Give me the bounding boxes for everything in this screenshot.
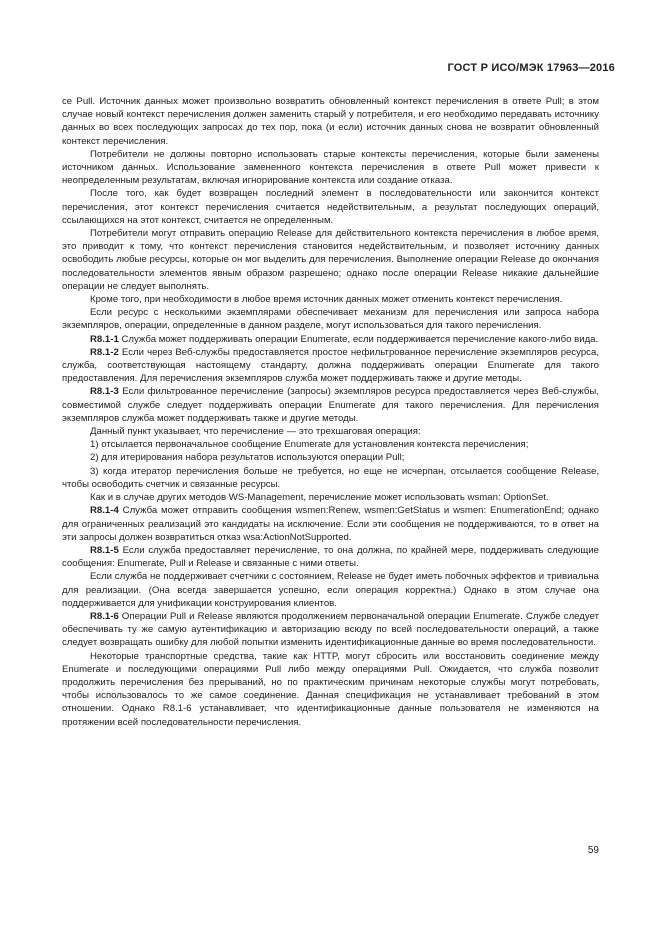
paragraph-text: Если служба не поддерживает счетчики с состоянием, Release не будет иметь побочных эффектов и тривиальна для реализации. (Она всегда завершается успешно, если операция корректна.) Однако в этом случае она поддерживается для унификации конструирования клиентов. xyxy=(62,571,599,609)
body-paragraph xyxy=(62,465,599,491)
body-paragraph xyxy=(62,491,599,504)
paragraph-text: Если фильтрованное перечисление (запросы) экземпляров ресурса предоставляется через Веб-службы, совместимой службе следует поддерживать операции Enumerate для такого перечисления. Для перечисления экземпляров служба может поддерживать также и другие методы. xyxy=(62,386,599,424)
requirement-paragraph xyxy=(62,504,599,544)
body-paragraph xyxy=(62,570,599,610)
paragraph-text: Служба может поддерживать операции Enumerate, если поддерживается перечисление какого-либо вида. xyxy=(118,333,599,345)
body-paragraph xyxy=(62,306,599,332)
paragraph-text: Потребители могут отправить операцию Release для действительного контекста перечисления в любое время, это приводит к тому, что контекст перечисления становится недействительным, и позволяет источнику данных освободить любые ресурсы, которые он мог выделить для перечисления. Выполнение операции Release до окончания последовательности элементов явным образом разрешено; однако после операции Release никакие дальнейшие операции не следует выполнять. xyxy=(62,228,599,292)
document-body xyxy=(62,95,599,729)
body-paragraph xyxy=(62,425,599,438)
paragraph-text: Кроме того, при необходимости в любое время источник данных может отменить контекст перечисления. xyxy=(90,294,563,306)
paragraph-text: Операции Pull и Release являются продолжением первоначальной операции Enumerate. Службе следует обеспечивать ту же самую аутентификацию и авторизацию всюду по всей последовательности операций, а также следует возвращать ошибку для любой попытки изменить идентификационные данные во время последовательности. xyxy=(62,610,599,649)
body-paragraph xyxy=(62,293,599,306)
paragraph-text: Потребители не должны повторно использовать старые контексты перечисления, которые были заменены источником данных. Использование замененного контекста перечисления в ответе Pull может привести к неопределенным результатам, включая игнорирование контекста или создание отказа. xyxy=(62,148,599,187)
page-number: 59 xyxy=(587,845,599,856)
document-header: ГОСТ Р ИСО/МЭК 17963—2016 xyxy=(447,62,615,74)
requirement-paragraph xyxy=(62,610,599,650)
requirement-label: R8.1-1 xyxy=(90,333,119,345)
paragraph-text: Данный пункт указывает, что перечисление — это трехшаговая операция: xyxy=(90,426,421,438)
requirement-label: R8.1-4 xyxy=(90,505,119,517)
paragraph-text: 1) отсылается первоначальное сообщение Enumerate для установления контекста перечисления; xyxy=(90,439,529,451)
paragraph-text: После того, как будет возвращен последний элемент в последовательности или закончится контекст перечисления, этот контекст перечисления считается недействительным, а результат последующих операций, ссылающихся на этот контекст, считается не определенным. xyxy=(62,188,599,226)
paragraph-text: Некоторые транспортные средства, такие как HTTP, могут сбросить или восстановить соединение между Enumerate и последующими операциями Pull либо между операциями Pull. Ожидается, что служба позволит продолжить перечисления без прерываний, но по практическим причинам некоторые службы могут потребовать, чтобы использовалось то же самое соединение. Данная спецификация не устанавливает требований в этом отношении. Однако R8.1-6 устанавливает, что идентификационные данные пользователя не изменяются на протяжении всей последовательности перечисления. xyxy=(62,650,599,728)
body-paragraph xyxy=(62,148,599,188)
paragraph-text: Как и в случае других методов WS-Management, перечисление может использовать wsman: OptionSet. xyxy=(90,492,549,504)
paragraph-text: 3) когда итератор перечисления больше не требуется, но еще не исчерпан, отсылается сообщение Release, чтобы освободить счетчик и связанные ресурсы. xyxy=(62,465,599,490)
body-paragraph xyxy=(62,451,599,464)
body-paragraph xyxy=(62,187,599,227)
requirement-paragraph xyxy=(62,333,599,346)
paragraph-text: Служба может отправить сообщения wsmen:Renew, wsmen:GetStatus и wsmen: EnumerationEnd; однако для ограниченных реализаций это кандидаты на исключение. Если эти сообщения не поддерживаются, то в ответ на эти запросы должен возвратиться отказ wsa:ActionNotSupported. xyxy=(62,505,599,543)
requirement-label: R8.1-2 xyxy=(90,346,119,358)
paragraph-text: Если через Веб-службы предоставляется простое нефильтрованное перечисление экземпляров ресурса, служба, соответствующая настоящему стандарту, должна поддерживать операции Enumerate для такого предоставления. Для перечисления экземпляров служба может поддерживать также и другие методы. xyxy=(62,346,599,385)
paragraph-text: Если ресурс с несколькими экземплярами обеспечивает механизм для перечисления или запроса набора экземпляров, операции, определенные в данном разделе, могут использоваться для такого перечисления. xyxy=(62,307,599,332)
requirement-paragraph xyxy=(62,544,599,570)
body-paragraph xyxy=(62,227,599,293)
body-paragraph xyxy=(62,438,599,451)
paragraph-text: Если служба предоставляет перечисление, то она должна, по крайней мере, поддерживать следующие сообщения: Enumerate, Pull и Release и связанные с ними ответы. xyxy=(62,544,599,570)
requirement-label: R8.1-3 xyxy=(90,386,119,398)
paragraph-text: 2) для итерирования набора результатов используются операции Pull; xyxy=(90,452,405,464)
body-paragraph xyxy=(62,95,599,148)
body-paragraph xyxy=(62,650,599,729)
requirement-paragraph xyxy=(62,385,599,425)
paragraph-text: се Pull. Источник данных может произвольно возвратить обновленный контекст перечисления в ответе Pull; в этом случае новый контекст перечисления должен заменить старый у потребителя, и его необходимо передавать источнику данных во всех последующих запросах до тех пор, пока (и если) источник данных снова не возвратит обновленный контекст перечисления. xyxy=(62,96,599,147)
requirement-paragraph xyxy=(62,346,599,386)
requirement-label: R8.1-6 xyxy=(90,610,119,622)
requirement-label: R8.1-5 xyxy=(90,544,119,556)
